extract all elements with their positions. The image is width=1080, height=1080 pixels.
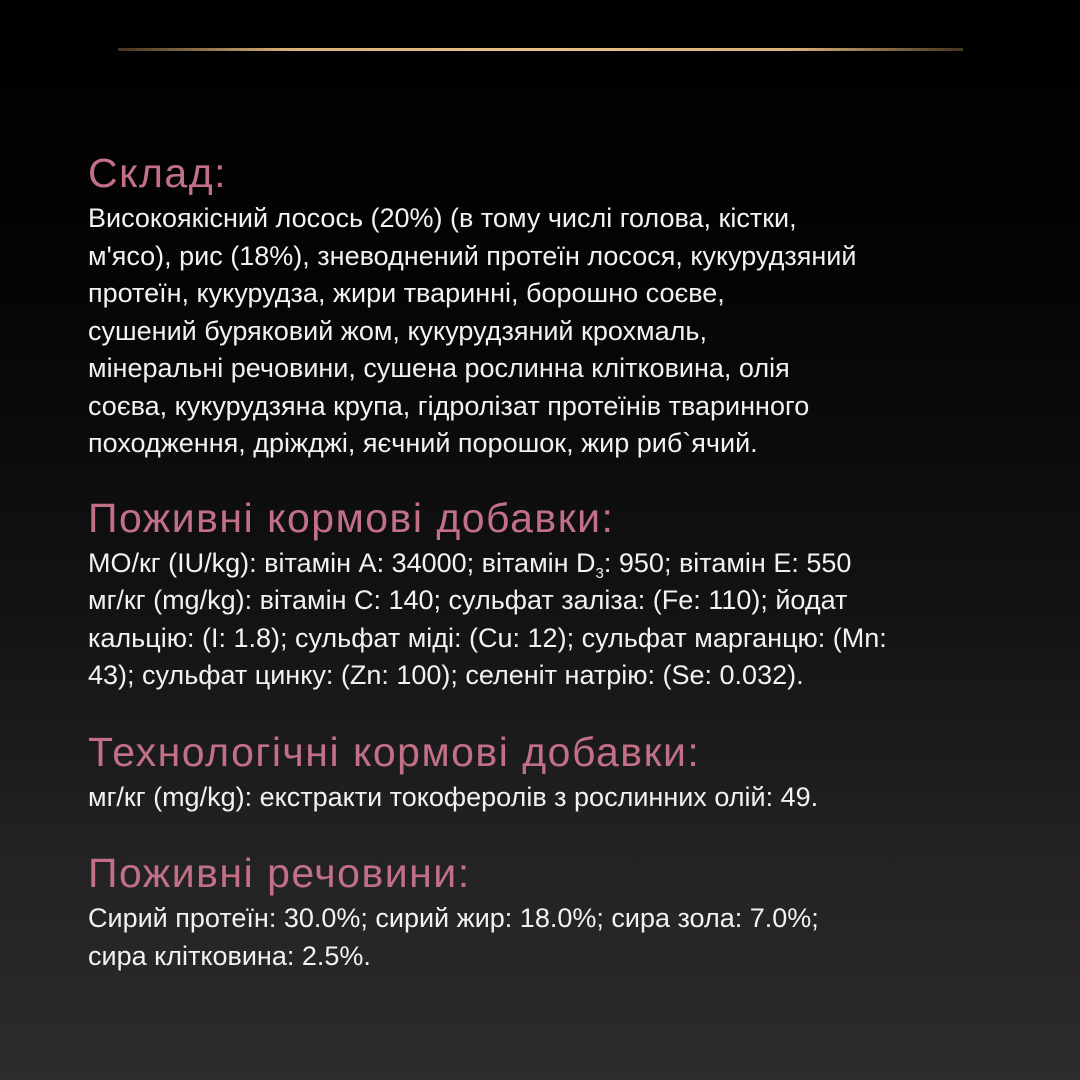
composition-heading: Склад: bbox=[88, 150, 228, 196]
nutritional-additives-heading: Поживні кормові добавки: bbox=[88, 494, 615, 541]
technological-additives-text: мг/кг (mg/kg): екстракти токоферолів з рослинних олій: 49. bbox=[88, 781, 819, 812]
additives-text-part-2: : 950; вітамін Е: 550 мг/кг (mg/kg): вітамін С: 140; сульфат заліза: (Fe: 110); йодат кальцію: (I: 1.8); сульфат міді: (Cu: 12); сульфат марганцю: (Mn: 43); сульфат цинку: (Zn: 100); селеніт натрію: (Se: 0.032). bbox=[88, 547, 887, 690]
composition-text: Високоякісний лосось (20%) (в тому числі голова, кістки, м'ясо), рис (18%), зневоднений протеїн лосося, кукурудзяний протеїн, кукурудза, жири тваринні, борошно соєве, сушений буряковий жом, кукурудзяний крохмаль, мінеральні речовини, сушена рослинна клітковина, олія соєва, кукурудзяна крупа, гідролізат протеїнів тваринного походження, дріжджі, яєчний порошок, жир риб`ячий. bbox=[88, 203, 857, 458]
nutritional-additives-section bbox=[88, 491, 1028, 695]
nutrients-text: Сирий протеїн: 30.0%; сирий жир: 18.0%; сира зола: 7.0%; сира клітковина: 2.5%. bbox=[88, 903, 819, 971]
nutrients-section bbox=[88, 846, 1028, 975]
vitamin-d-subscript: 3 bbox=[595, 564, 604, 582]
product-composition-panel bbox=[88, 146, 1028, 975]
composition-section bbox=[88, 146, 1028, 463]
technological-additives-section bbox=[88, 725, 1028, 817]
nutrients-heading: Поживні речовини: bbox=[88, 850, 471, 896]
nutritional-additives-text bbox=[88, 545, 1028, 695]
gold-divider-line bbox=[118, 48, 963, 51]
technological-additives-heading: Технологічні кормові добавки: bbox=[88, 728, 701, 775]
additives-text-part-1: МО/кг (IU/kg): вітамін А: 34000; вітамін D bbox=[88, 547, 596, 578]
